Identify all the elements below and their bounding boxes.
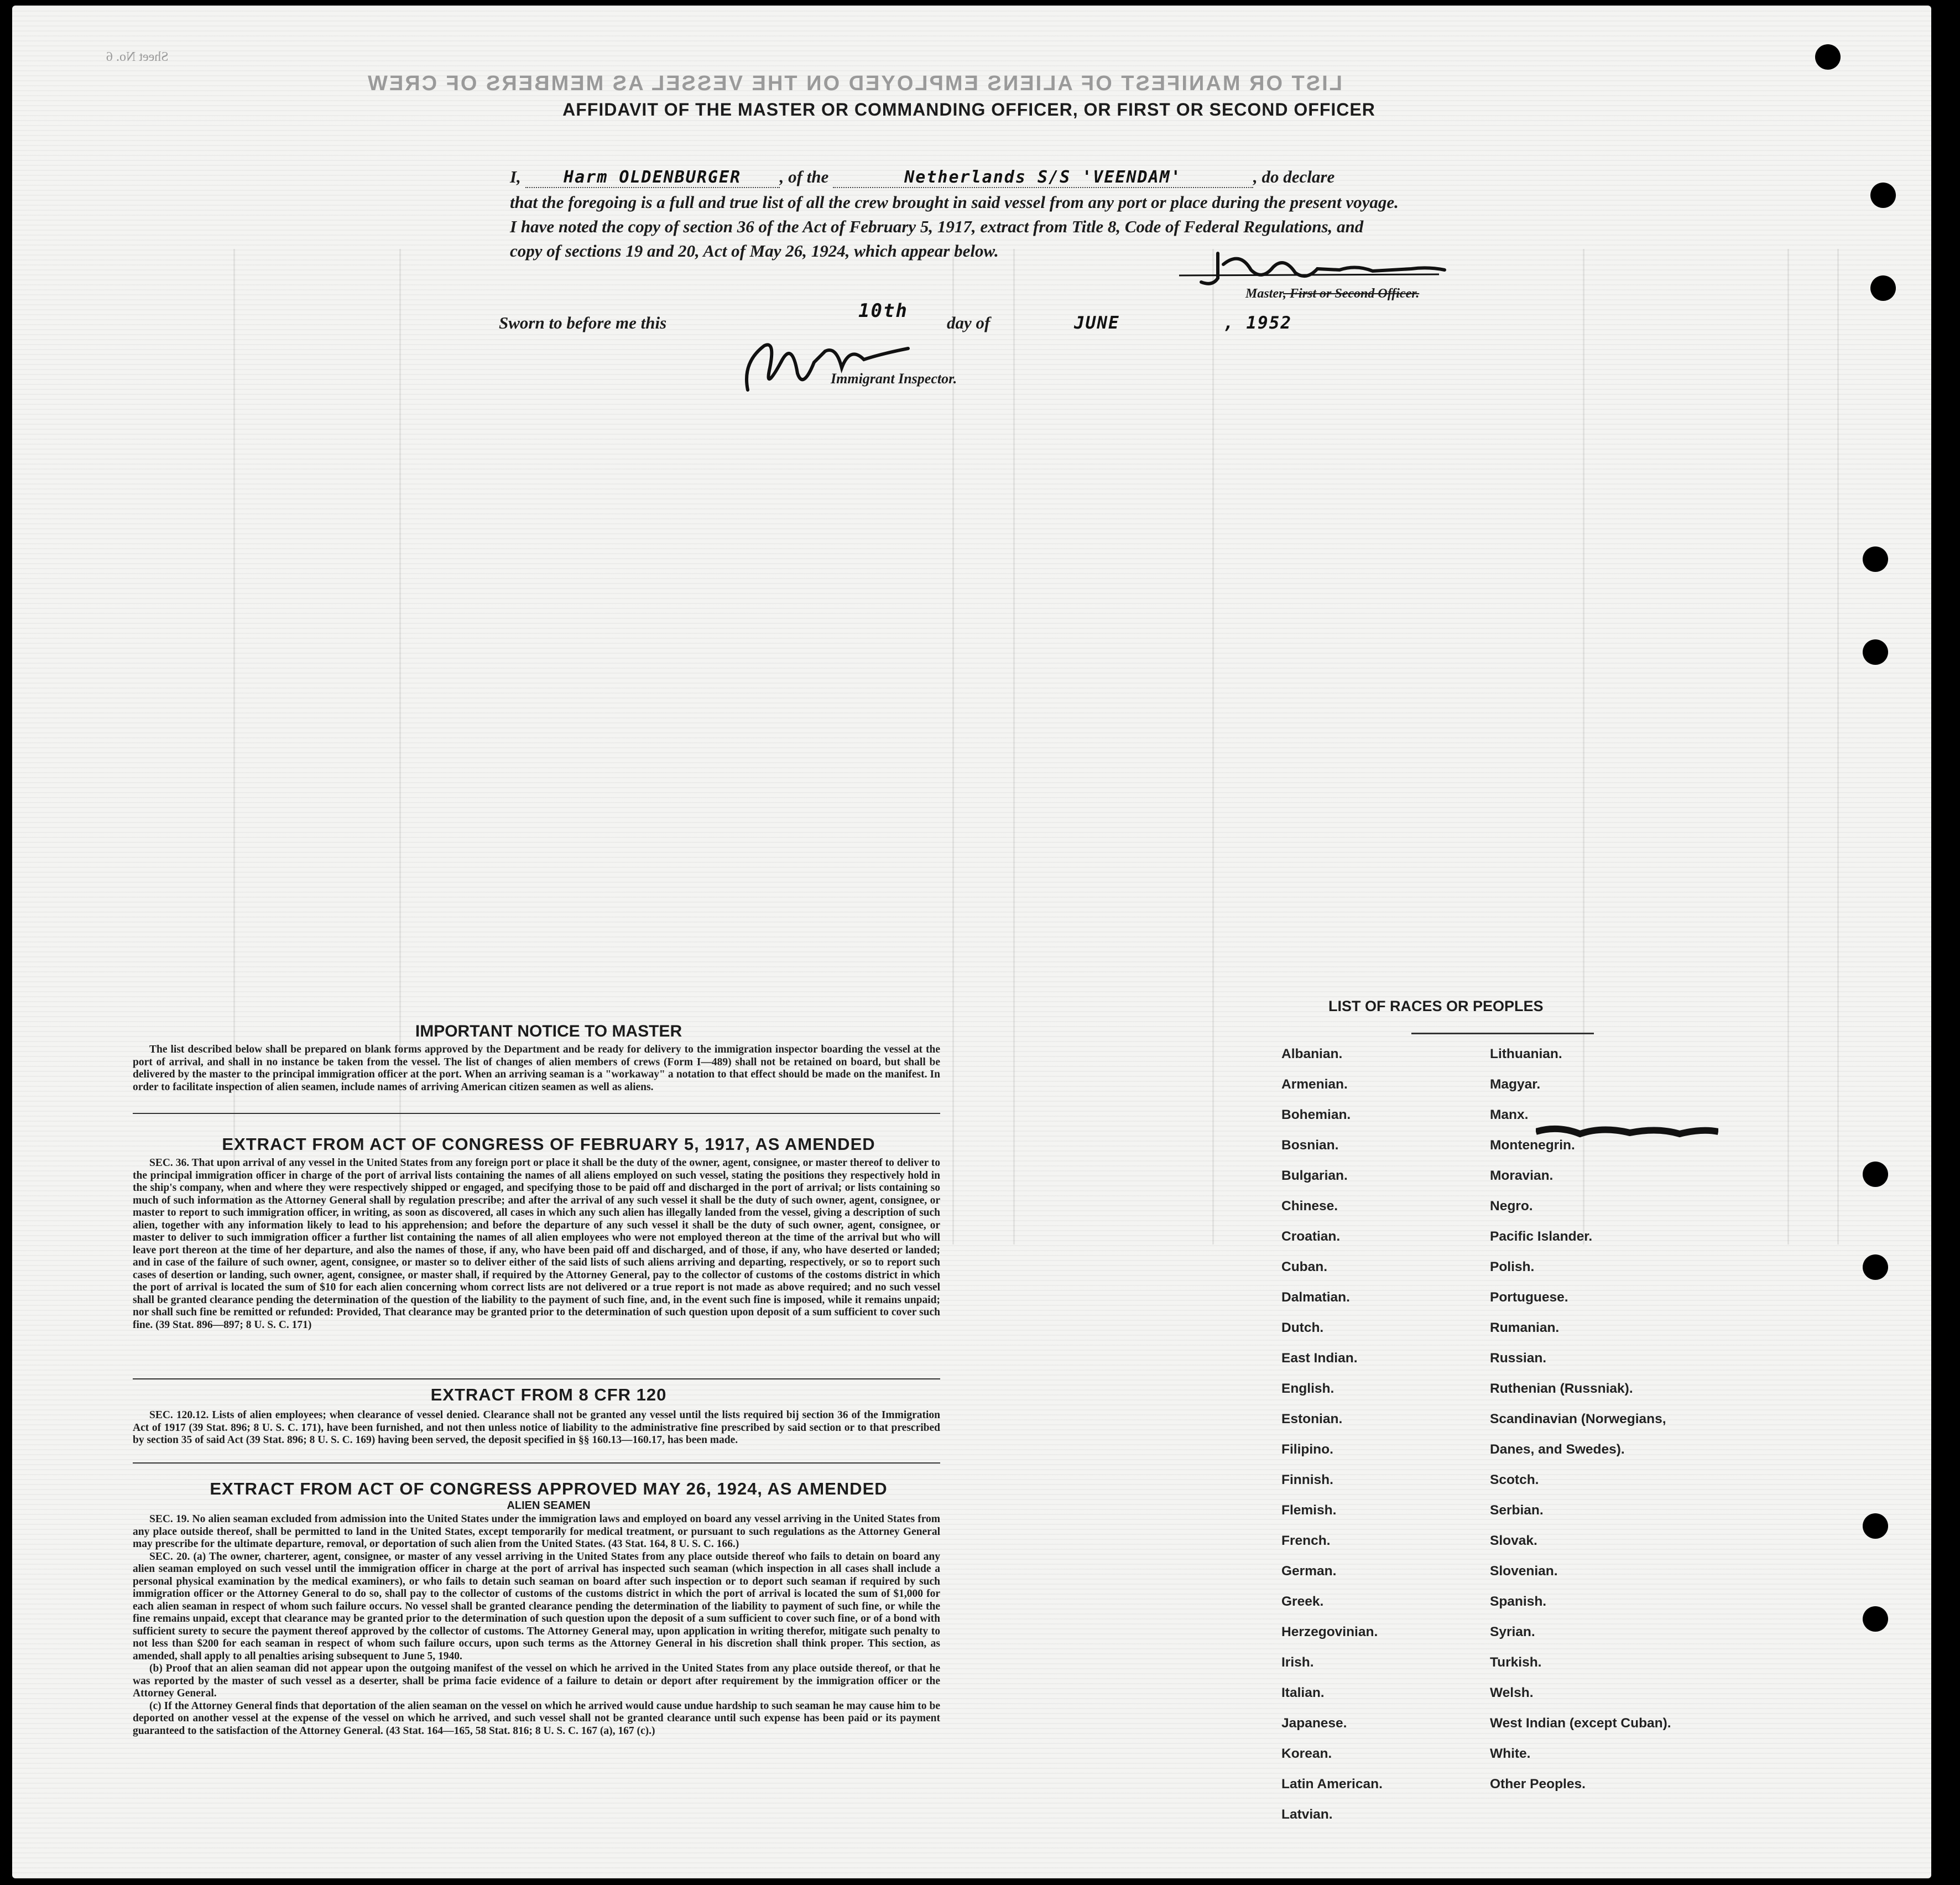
races-title-underline bbox=[1411, 1033, 1594, 1034]
punch-hole bbox=[1863, 1513, 1888, 1539]
punch-hole bbox=[1863, 1254, 1888, 1280]
race-item: Filipino. bbox=[1281, 1442, 1333, 1457]
punch-hole bbox=[1870, 183, 1896, 208]
race-item: Latvian. bbox=[1281, 1807, 1333, 1822]
ghost-column-line bbox=[952, 249, 954, 1244]
race-item: Irish. bbox=[1281, 1655, 1314, 1670]
race-item: Russian. bbox=[1490, 1351, 1547, 1366]
punch-hole bbox=[1815, 44, 1841, 70]
divider bbox=[133, 1113, 940, 1114]
affidavit-text-line: copy of sections 19 and 20, Act of May 26, 1924, which appear below. bbox=[510, 241, 999, 261]
sworn-day-handwritten: 10th bbox=[858, 300, 908, 322]
vessel-handwritten: Netherlands S/S 'VEENDAM' bbox=[904, 168, 1182, 187]
sworn-label: Sworn to before me this bbox=[499, 313, 667, 332]
ink-scribble bbox=[1536, 1124, 1718, 1139]
inspector-label: Immigrant Inspector. bbox=[831, 371, 957, 387]
race-item: Pacific Islander. bbox=[1490, 1229, 1593, 1244]
extract-cfr-text: SEC. 120.12. Lists of alien employees; when clearance of vessel denied. Clearance shall not be granted any vessel until the lists required bij section 36 of the Immigration Act of 1917 (39 Stat. 896; 8 U. S. C. 171), have been furnished, and not then unless notice of liability to the administrative fine prescribed by said section or to that prescribed by section 35 of said Act (39 Stat. 896; 8 U. S. C. 169) having been served, the deposit specified in §§ 160.13—160.17, has been made. bbox=[133, 1409, 940, 1446]
ghost-column-line bbox=[1212, 249, 1214, 1244]
master-signature bbox=[1179, 248, 1450, 292]
ghost-column-line bbox=[1583, 249, 1584, 1244]
race-item: German. bbox=[1281, 1564, 1337, 1579]
notice-text: The list described below shall be prepared on blank forms approved by the Department and be ready for delivery to the immigration inspector boarding the vessel at the port of arrival, and shall in no instance be taken from the vessel. The list of changes of alien members of crews (Form I—489) shall not be retained on board, but shall be delivered by the master to the principal immigration officer at the port. When an arriving seaman is a "workaway" a notation to that effect should be made on the manifest. In order to facilitate inspection of alien seamen, include names of arriving American citizen seamen as well as aliens. bbox=[133, 1044, 940, 1093]
race-item: Korean. bbox=[1281, 1746, 1332, 1761]
race-item: Spanish. bbox=[1490, 1594, 1547, 1609]
race-item: Albanian. bbox=[1281, 1046, 1343, 1061]
punch-hole bbox=[1863, 546, 1888, 572]
race-item: Syrian. bbox=[1490, 1624, 1535, 1639]
manifest-sheet bbox=[12, 6, 1931, 1878]
race-item: Finnish. bbox=[1281, 1472, 1333, 1487]
sworn-month-handwritten: JUNE bbox=[1074, 313, 1120, 333]
race-item: Ruthenian (Russniak). bbox=[1490, 1381, 1633, 1396]
race-item: Magyar. bbox=[1490, 1077, 1541, 1092]
ghost-column-line bbox=[1013, 249, 1015, 1244]
punch-hole bbox=[1863, 1606, 1888, 1632]
showthrough-header: LIST OR MANIFEST OF ALIENS EMPLOYED ON THE VESSEL AS MEMBERS OF CREW bbox=[366, 72, 1342, 95]
race-item: Estonian. bbox=[1281, 1412, 1343, 1426]
race-item: Scandinavian (Norwegians, bbox=[1490, 1412, 1666, 1426]
race-item: West Indian (except Cuban). bbox=[1490, 1716, 1671, 1731]
ghost-column-line bbox=[399, 249, 401, 1244]
ghost-column-line bbox=[1787, 249, 1789, 1244]
affidavit-text-line: that the foregoing is a full and true list of all the crew brought in said vessel from any port or place during the present voyage. bbox=[510, 192, 1399, 212]
race-item: Italian. bbox=[1281, 1685, 1325, 1700]
race-item: Turkish. bbox=[1490, 1655, 1542, 1670]
race-item: Portuguese. bbox=[1490, 1290, 1568, 1305]
punch-hole bbox=[1863, 1162, 1888, 1187]
master-signature-label: Master, First or Second Officer. bbox=[1245, 287, 1420, 301]
day-of-label: day of bbox=[947, 313, 991, 332]
inspector-signature bbox=[731, 329, 919, 401]
master-name-handwritten: Harm OLDENBURGER bbox=[564, 168, 742, 187]
affidavit-declaration-line: I, Harm OLDENBURGER , of the Netherlands S/S 'VEENDAM' , do declare bbox=[510, 167, 1335, 187]
extract-cfr-title: EXTRACT FROM 8 CFR 120 bbox=[430, 1385, 667, 1404]
race-item: Bohemian. bbox=[1281, 1107, 1351, 1122]
race-item: Rumanian. bbox=[1490, 1320, 1560, 1335]
ghost-column-line bbox=[233, 249, 235, 1244]
race-item: Bulgarian. bbox=[1281, 1168, 1348, 1183]
race-item: Dutch. bbox=[1281, 1320, 1324, 1335]
race-item: Welsh. bbox=[1490, 1685, 1534, 1700]
race-item: Bosnian. bbox=[1281, 1138, 1339, 1153]
divider bbox=[133, 1462, 940, 1464]
extract-1917-title: EXTRACT FROM ACT OF CONGRESS OF FEBRUARY 5, 1917, AS AMENDED bbox=[222, 1134, 875, 1154]
divider bbox=[133, 1378, 940, 1379]
race-item: Latin American. bbox=[1281, 1777, 1383, 1792]
race-item: French. bbox=[1281, 1533, 1331, 1548]
race-item: Danes, and Swedes). bbox=[1490, 1442, 1625, 1457]
race-item: Lithuanian. bbox=[1490, 1046, 1562, 1061]
race-item: Croatian. bbox=[1281, 1229, 1341, 1244]
race-item: Armenian. bbox=[1281, 1077, 1348, 1092]
races-title: LIST OF RACES OR PEOPLES bbox=[1328, 998, 1544, 1014]
punch-hole bbox=[1870, 275, 1896, 301]
race-item: White. bbox=[1490, 1746, 1531, 1761]
race-item: Scotch. bbox=[1490, 1472, 1539, 1487]
race-item: Chinese. bbox=[1281, 1199, 1338, 1214]
extract-1924-title: EXTRACT FROM ACT OF CONGRESS APPROVED MAY 26, 1924, AS AMENDED bbox=[210, 1479, 888, 1498]
race-item: Japanese. bbox=[1281, 1716, 1347, 1731]
race-item: Other Peoples. bbox=[1490, 1777, 1586, 1792]
extract-1924-subtitle: ALIEN SEAMEN bbox=[507, 1499, 591, 1512]
affidavit-text-line: I have noted the copy of section 36 of the Act of February 5, 1917, extract from Title 8, Code of Federal Regulations, and bbox=[510, 217, 1364, 236]
extract-1924-text: SEC. 19. No alien seaman excluded from admission into the United States under the immigration laws and employed on board any vessel arriving in the United States from any place outside thereof, shall be permitted to land in the United States, except temporarily for medical treatment, or pursuant to such regulations as the Attorney General may prescribe for the ultimate departure, removal, or deportation of such alien from the United States. (43 Stat. 164, 8 U. S. C. 166.) SEC. 20. (a) The owner, charterer, agent, consignee, or master of any vessel arriving in the United States from any place outside thereof who fails to detain on board any alien seaman employed on such vessel until the immigration officer in charge at the port of arrival has inspected such seaman (which inspection in all cases shall include a personal physical examination by the medical examiners), or who fails to detain such seaman on board after such inspection or to deport such seaman if required by such immigration officer or the Attorney General to do so, shall pay to the collector of customs of the customs district in which the port of arrival is located the sum of $1,000 for each alien seaman in respect of whom such failure occurs. No vessel shall be granted clearance pending the determination of the liability to payment of such fine, or while the fine remains unpaid, except that clearance may be granted prior to the determination of such question upon the deposit of a sum sufficient to cover such fine, or of a bond with sufficient surety to secure the payment thereof approved by the collector of customs. The Attorney General may, upon application in writing therefor, mitigate such penalty to not less than $200 for each seaman in respect of whom such failure occurs, upon such terms as the Attorney General in his discretion shall think proper. This section, as amended, shall apply to all penalties arising subsequent to June 5, 1940. (b) Proof that an alien seaman did not appear upon the outgoing manifest of the vessel on which he arrived in the United States from any place outside thereof, or that he was reported by the master of such vessel as a deserter, shall be prima facie evidence of a failure to detain or deport after requirement by the immigration officer or the Attorney General. (c) If the Attorney General finds that deportation of the alien seaman on the vessel on which he arrived would cause undue hardship to such seaman he may cause him to be deported on another vessel at the expense of the vessel on which he arrived, and such vessel shall not be granted clearance until such expense has been paid or its payment guaranteed to the satisfaction of the Attorney General. (43 Stat. 164—165, 58 Stat. 816; 8 U. S. C. 167 (a), 167 (c).) bbox=[133, 1513, 940, 1737]
race-item: Manx. bbox=[1490, 1107, 1529, 1122]
notice-title: IMPORTANT NOTICE TO MASTER bbox=[415, 1022, 682, 1040]
race-item: Serbian. bbox=[1490, 1503, 1544, 1518]
race-item: Herzegovinian. bbox=[1281, 1624, 1378, 1639]
race-item: Dalmatian. bbox=[1281, 1290, 1350, 1305]
race-item: Negro. bbox=[1490, 1199, 1533, 1214]
race-item: Polish. bbox=[1490, 1259, 1535, 1274]
race-item: Slovak. bbox=[1490, 1533, 1537, 1548]
showthrough-sheet-number: Sheet No. 6 bbox=[106, 50, 169, 64]
race-item: Flemish. bbox=[1281, 1503, 1337, 1518]
race-item: English. bbox=[1281, 1381, 1335, 1396]
race-item: Greek. bbox=[1281, 1594, 1324, 1609]
sworn-year-handwritten: , 1952 bbox=[1223, 313, 1292, 333]
race-item: Slovenian. bbox=[1490, 1564, 1558, 1579]
affidavit-title: AFFIDAVIT OF THE MASTER OR COMMANDING OFFICER, OR FIRST OR SECOND OFFICER bbox=[562, 100, 1375, 119]
extract-1917-text: SEC. 36. That upon arrival of any vessel in the United States from any foreign port or place it shall be the duty of the owner, agent, consignee, or master thereof to deliver to the principal immigration officer in charge of the port of arrival lists containing the names of all aliens employed on such vessel, stating the positions they respectively hold in the ship's company, when and where they were respectively shipped or engaged, and specifying those to be paid off and discharged in the port of arrival; or lists containing so much of such information as the Attorney General shall by regulation prescribe; and after the arrival of any such vessel it shall be the duty of such owner, agent, consignee, or master to report to such immigration officer, in writing, as soon as discovered, all cases in which any such alien has illegally landed from the vessel, giving a description of such alien, together with any information likely to lead to his apprehension; and before the departure of any such vessel it shall be the duty of such owner, agent, consignee, or master to deliver to such immigration officer a further list containing the names of all alien employees who were not employed thereon at the time of the arrival but who will leave port thereon at the time of her departure, and also the names of those, if any, who have been paid off and discharged, and of those, if any, who have deserted or landed; and in case of the failure of such owner, agent, consignee, or master so to deliver either of the said lists of such aliens arriving and departing, respectively, or so to report such cases of desertion or landing, such owner, agent, consignee, or master shall, if required by the Attorney General, pay to the collector of customs of the costoms district in which the port of arrival is located the sum of $10 for each alien concerning whom correct lists are not delivered or a true report is not made as above required; and no such vessel shall be granted clearance pending the determination of the question of the liability to the payment of such fine, and, in the event such fine is imposed, while it remains unpaid; nor shall such fine be remitted or refunded: Provided, That clearance may be granted prior to the determination of such question upon deposit of a sum sufficient to cover such fine. (39 Stat. 896—897; 8 U. S. C. 171) bbox=[133, 1157, 940, 1331]
ghost-column-line bbox=[1837, 249, 1839, 1244]
race-item: Montenegrin. bbox=[1490, 1138, 1575, 1153]
punch-hole bbox=[1863, 639, 1888, 665]
race-item: Moravian. bbox=[1490, 1168, 1554, 1183]
race-item: East Indian. bbox=[1281, 1351, 1358, 1366]
race-item: Cuban. bbox=[1281, 1259, 1328, 1274]
